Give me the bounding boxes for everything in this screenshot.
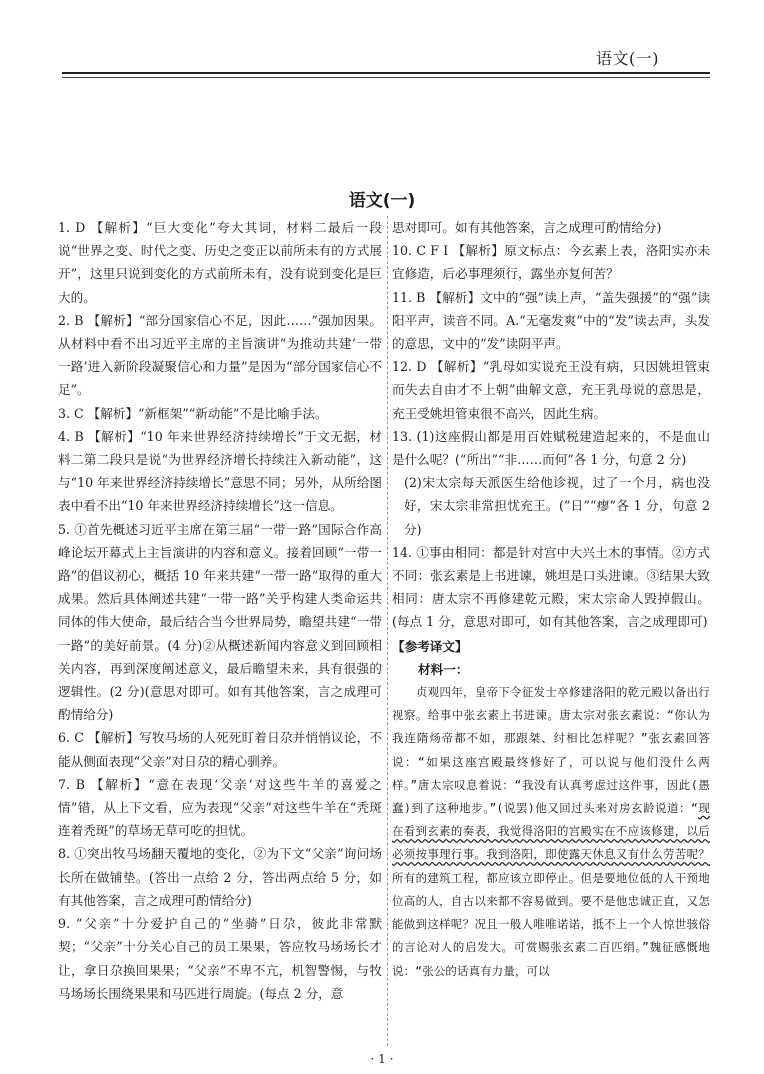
answer-item-4: 4. B 【解析】“10 年来世界经济持续增长”于文无据，材料二第二段只是说“为世界经济增长持续注入新动能”，这与“10 年来世界经济持续增长”意思不同；另外，从所给图表中看不出“10 年来世界经济持续增长”这一信息。 — [58, 428, 382, 514]
page-title: 语文(一) — [348, 191, 416, 211]
header-rule-thick — [62, 72, 710, 74]
answer-item-11: 11. B 【解析】文中的“强”读上声，“盖失强援”的“强”读阳平声，读音不同。A.“无毫发爽”中的“发”读去声，头发的意思，文中的“发”读阴平声。 — [392, 289, 710, 352]
answer-item-7: 7. B 【解析】“意在表现‘父亲’对这些牛羊的喜爱之情”错，从上下文看，应为表现“父亲”对这些牛羊在“秃斑连着秃斑”的草场无草可吃的担忧。 — [58, 776, 382, 839]
right-column — [392, 216, 710, 983]
material-one-heading: 材料一： — [418, 661, 469, 677]
answer-item-12: 12. D 【解析】“乳母如实说充王没有病，只因姚坦管束而失去自由才不上朝”曲解文意，充王乳母说的意思是，充王受姚坦管束很不高兴，因此生病。 — [392, 359, 710, 421]
answer-item-3: 3. C 【解析】“新框架”“新动能”不是比喻手法。 — [58, 405, 328, 421]
answer-item-5: 5. ①首先概述习近平主席在第三届“一带一路”国际合作高峰论坛开幕式上主旨演讲的内容和意义。接着回顾“一带一路”的倡议初心，概括 10 年来共建“一带一路”取得的重大成果。然后具体阐述共建“一带一路”关乎构建人类命运共同体的伟大使命，最后结合当今世界局势，瞻望共建“一带一路”的美好前景。(4 分)②从概述新闻内容意义到回顾相关内容，再到深度阐述意义，最后瞻望未来，具有很强的逻辑性。(2 分)(意思对即可。如有其他答案，言之成理可酌情给分) — [58, 521, 382, 723]
page-number: · 1 · — [370, 1052, 394, 1066]
header-rule-thin — [62, 77, 710, 78]
answer-item-10: 10. C F I 【解析】原文标点：今玄素上表，洛阳实亦未宜修造，后必事理须行，露坐亦复何苦？ — [392, 243, 710, 282]
translation-paragraph — [392, 681, 710, 983]
answer-item-6: 6. C 【解析】写牧马场的人死死盯着日尕并悄悄议论，不能从侧面表现“父亲”对日尕的精心驯养。 — [58, 730, 382, 769]
answer-item-14: 14. ①事由相同：都是针对宫中大兴土木的事情。②方式不同：张玄素是上书进谏，姚坦是口头进谏。③结果大致相同：唐太宗不再修建乾元殿，宋太宗命人毁掉假山。(每点 1 分，意思对即可，如有其他答案，言之成理即可) — [392, 544, 710, 630]
answer-item-9-continued: 思对即可。如有其他答案，言之成理可酌情给分) — [392, 220, 662, 235]
answer-item-1: 1. D 【解析】“巨大变化”夸大其词，材料二最后一段说“世界之变、时代之变、历史之变正以前所未有的方式展开”，这里只说到变化的方式前所未有，没有说到变化是巨大的。 — [58, 220, 382, 305]
answer-item-9: 9. “父亲”十分爱护自己的“坐骑”日尕，彼此非常默契；“父亲”十分关心自己的员工果果，答应牧马场场长才让，拿日尕换回果果；“父亲”不卑不亢，机智警惕，与牧马场场长围绕果果和马匹进行周旋。(每点 2 分，意 — [58, 916, 382, 1001]
answer-item-13-2: (2)宋太宗每天派医生给他诊视，过了一个月，病也没好，宋太宗非常担忧充王。(“日”“瘳”各 1 分，句意 2 分) — [404, 475, 710, 537]
column-divider — [387, 216, 388, 1046]
answer-item-13-1: 13. (1)这座假山都是用百姓赋税建造起来的，不是血山是什么呢？(“所出”“非……而何”各 1 分，句意 2 分) — [392, 428, 710, 468]
left-column — [58, 216, 382, 1005]
translation-text-before: 贞观四年，皇帝下令征发士卒修建洛阳的乾元殿以备出行视察。给事中张玄素上书进谏。唐太宗对张玄素说：“你认为我连隋炀帝都不如，那跟桀、纣相比怎样呢？”张玄素回答说：“如果这座宫殿最终修好了，可以说与他们没什么两样。”唐太宗叹息着说：“我没有认真考虑过这件事，因此(愚蠢)到了这种地步。”(说罢)他又回过头来对房玄龄说道：“ — [392, 685, 710, 816]
answer-item-8: 8. ①突出牧马场翻天覆地的变化，②为下文“父亲”询问场长所在做铺垫。(答出一点给 2 分，答出两点给 5 分，如有其他答案，言之成理可酌情给分) — [58, 846, 382, 908]
answer-item-2: 2. B 【解析】“部分国家信心不足，因此……”强加因果。从材料中看不出习近平主席的主旨演讲“为推动共建‘一带一路’进入新阶段凝聚信心和力量”是因为“部分国家信心不足”。 — [58, 312, 382, 398]
translation-text-after: 所有的建筑工程，都应该立即停止。但是要地位低的人干预地位高的人，自古以来都不容易做到。要不是他忠诚正直，又怎能做到这样呢？况且一般人唯唯诺诺，抵不上一个人惊世骇俗的言论对人的启发大。可赏赐张玄素二百匹绢。”魏征感慨地说：“张公的话真有力量，可以 — [392, 870, 710, 978]
translation-underlined-text: 现在看到玄素的奏表，我觉得洛阳的宫殿实在不应该修建，以后必须按事理行事。我到洛阳，即使露天休息又有什么劳苦呢？ — [392, 801, 710, 862]
running-header: 语文(一) — [596, 49, 659, 68]
reference-translation-heading: 【参考译文】 — [392, 638, 468, 654]
